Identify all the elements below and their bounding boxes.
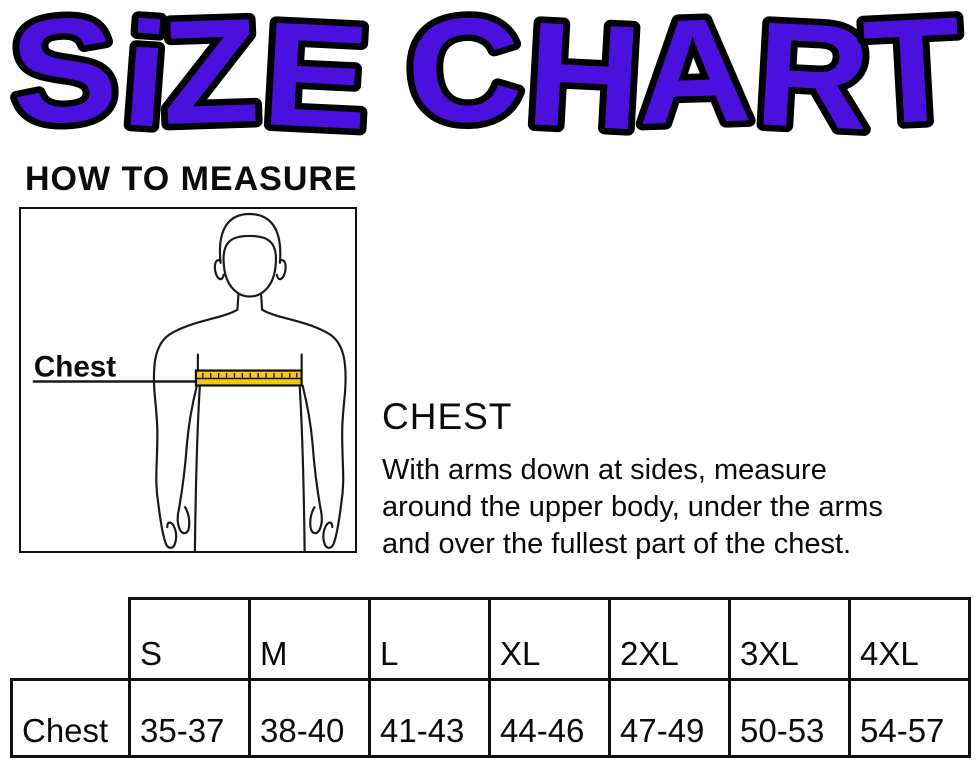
chest-range-cell: 38-40 bbox=[250, 680, 370, 757]
chest-description-line: around the upper body, under the arms bbox=[382, 491, 883, 523]
chest-section-heading: CHEST bbox=[382, 396, 513, 437]
chest-measurements-row bbox=[12, 680, 970, 757]
diagram-chest-label: Chest bbox=[33, 350, 117, 384]
chest-section-description bbox=[382, 452, 978, 563]
page-title-banner bbox=[0, 0, 978, 158]
size-column-header: L bbox=[370, 599, 490, 680]
chest-range-cell: 35-37 bbox=[130, 680, 250, 757]
chest-range-cell: 41-43 bbox=[370, 680, 490, 757]
measurement-diagram bbox=[19, 207, 357, 553]
size-column-header: 3XL bbox=[730, 599, 850, 680]
measuring-tape-icon bbox=[196, 371, 302, 386]
chest-range-cell: 50-53 bbox=[730, 680, 850, 757]
size-column-header: M bbox=[250, 599, 370, 680]
chest-range-cell: 54-57 bbox=[850, 680, 970, 757]
page-title: SiZE CHART bbox=[7, 0, 960, 158]
size-table-header-row bbox=[12, 599, 970, 680]
size-table bbox=[10, 597, 971, 758]
size-table-corner-cell bbox=[12, 599, 130, 680]
size-column-header: 2XL bbox=[610, 599, 730, 680]
row-label-chest: Chest bbox=[12, 680, 130, 757]
size-column-header: 4XL bbox=[850, 599, 970, 680]
chest-range-cell: 44-46 bbox=[490, 680, 610, 757]
title-artwork bbox=[0, 0, 978, 158]
size-column-header: S bbox=[130, 599, 250, 680]
chest-range-cell: 47-49 bbox=[610, 680, 730, 757]
chest-description-line: and over the fullest part of the chest. bbox=[382, 528, 852, 560]
how-to-measure-heading: HOW TO MEASURE bbox=[25, 160, 358, 198]
torso-figure-icon bbox=[21, 209, 355, 551]
chest-description-line: With arms down at sides, measure bbox=[382, 454, 827, 486]
size-column-header: XL bbox=[490, 599, 610, 680]
